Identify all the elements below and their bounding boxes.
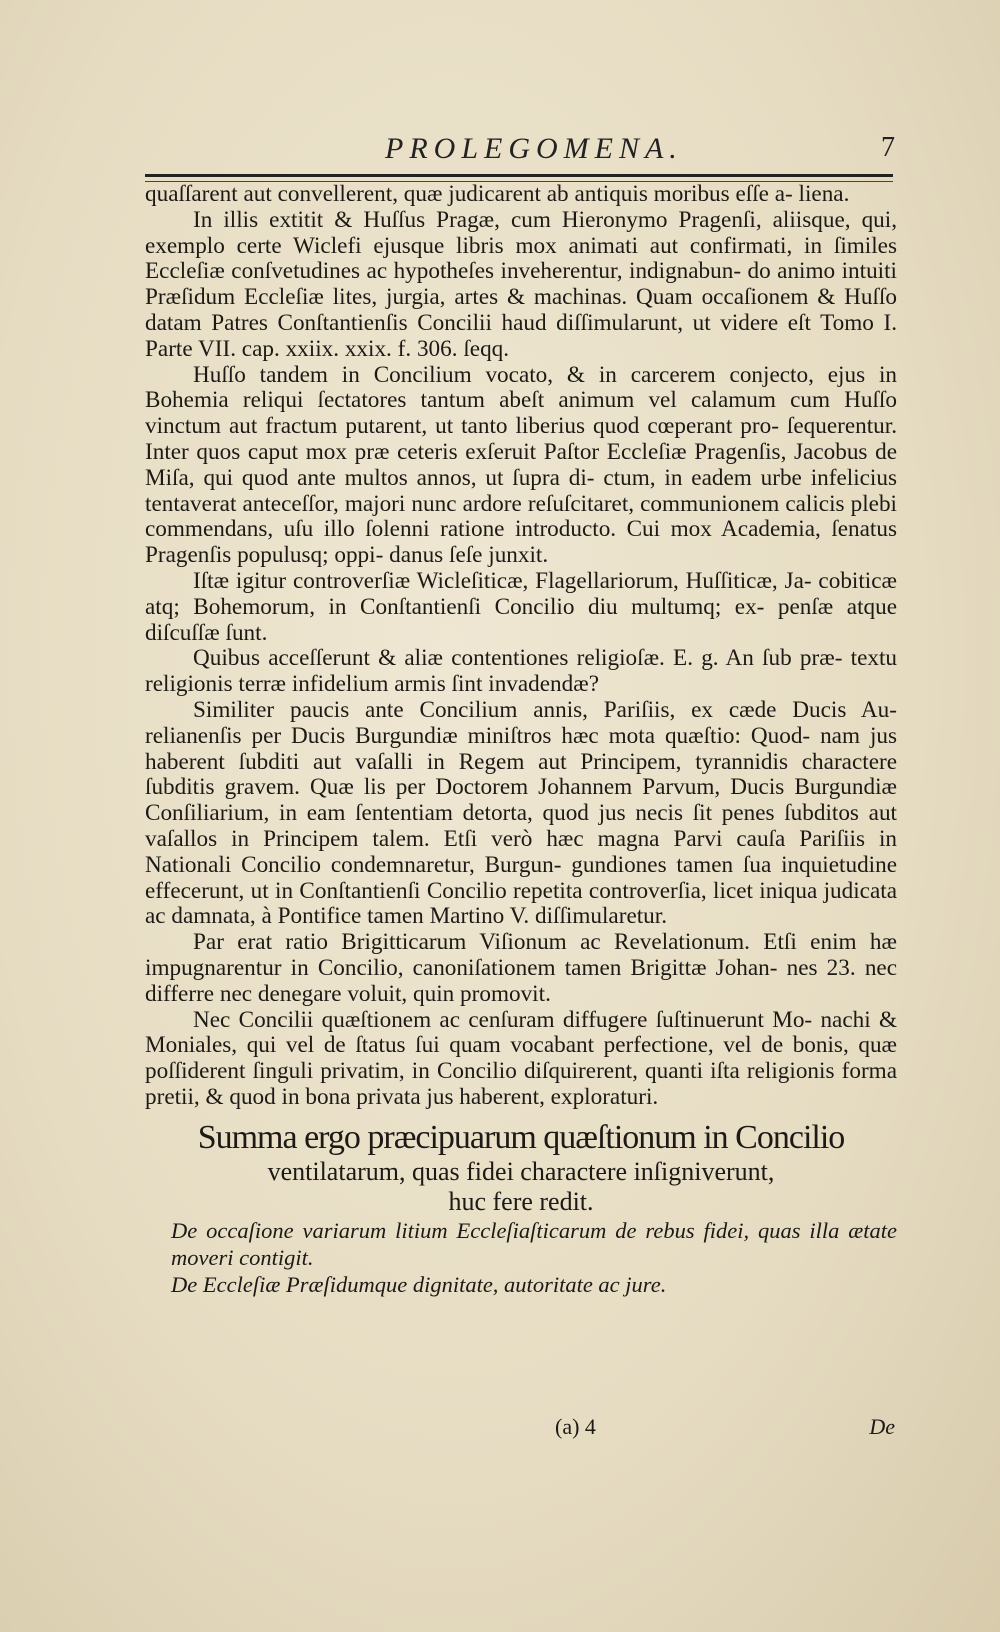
paragraph: Quibus acceſſerunt & aliæ contentiones religioſæ. E. g. An ſub præ- textu religionis terræ infidelium armis ſint invadendæ? <box>145 645 897 698</box>
section-heading <box>145 1119 897 1217</box>
paragraph: Similiter paucis ante Concilium annis, Pariſiis, ex cæde Ducis Au- relianenſis per Ducis Burgundiæ miniſtros hæc mota quæſtio: Quod- nam jus haberent ſubditi aut vaſalli in Regem aut Principem, tyrannidis charactere ſubditis gravem. Quæ lis per Doctorem Johannem Parvum, Ducis Burgundiæ Conſiliarium, in eam ſententiam detorta, quod jus necis ſit penes ſubditos aut vaſallos in Principem talem. Etſi verò hæc magna Parvi cauſa Pariſiis in Nationali Concilio condemnaretur, Burgun- gundiones tamen ſua inquietudine effecerunt, ut in Conſtantienſi Concilio repetita controverſia, licet iniqua judicata ac damnata, à Pontifice tamen Martino V. diſſimularetur. <box>145 696 897 930</box>
paragraph: Par erat ratio Brigitticarum Viſionum ac Revelationum. Etſi enim hæ impugnarentur in Concilio, canoniſationem tamen Brigittæ Johan- nes 23. nec differre nec denegare voluit, quin promovit. <box>145 929 897 1007</box>
body-text <box>145 182 897 1298</box>
signature-mark: (a) 4 <box>555 1414 596 1439</box>
paragraph: quaſſarent aut convellerent, quæ judicarent ab antiquis moribus eſſe a- liena. <box>145 181 850 207</box>
list-item: De occaſione variarum litium Eccleſiaſticarum de rebus fidei, quas illa ætate moveri contigit. <box>171 1217 897 1270</box>
paragraph: Nec Concilii quæſtionem ac cenſuram diffugere ſuſtinuerunt Mo- nachi & Moniales, qui vel de ſtatus ſui quam vocabant perfectione, vel de bonis, quæ poſſiderent ſinguli privatim, in Concilio diſquirerent, quanti iſta religionis forma pretii, & quod in bona privata jus haberent, exploraturi. <box>145 1006 897 1110</box>
heading-line: huc fere redit. <box>448 1186 594 1216</box>
page-number: 7 <box>881 132 895 163</box>
paragraph: Iſtæ igitur controverſiæ Wicleſiticæ, Flagellariorum, Huſſiticæ, Ja- cobiticæ atq; Bohemorum, in Conſtantienſi Concilio diu multumq; ex- penſæ atque diſcuſſæ ſunt. <box>145 567 897 646</box>
list-item: De Eccleſiæ Præſidumque dignitate, autoritate ac jure. <box>171 1271 667 1297</box>
running-head <box>145 132 895 172</box>
catchword: De <box>869 1414 895 1439</box>
paragraph: Huſſo tandem in Concilium vocato, & in carcerem conjecto, ejus in Bohemia reliqui ſectatores tantum abeſt animum vel calamum cum Huſſo vinctum aut fractum putarent, ut tanto liberius quod cœperant pro- ſequerentur. Inter quos caput mox præ ceteris exſeruit Paſtor Eccleſiæ Pragenſis, Jacobus de Miſa, qui quod ante multos annos, ut ſupra di- ctum, in eadem urbe infelicius tentaverat anteceſſor, majori nunc ardore reſuſcitaret, communionem calicis plebi commendans, uſu illo ſolenni ratione introducto. Cui mox Academia, ſenatus Pragenſis populusq; oppi- danus ſeſe junxit. <box>145 361 897 569</box>
running-title: PROLEGOMENA. <box>385 132 683 165</box>
heading-line: ventilatarum, quas fidei charactere inſigniverunt, <box>267 1156 775 1186</box>
paragraph: In illis extitit & Huſſus Pragæ, cum Hieronymo Pragenſi, aliisque, qui, exemplo certe Wiclefi ejusque libris mox animati aut confirmati, in ſimiles Eccleſiæ conſvetudines ac hypotheſes inveherentur, indignabun- do animo intuiti Præſidum Eccleſiæ lites, jurgia, artes & machinas. Quam occaſionem & Huſſo datam Patres Conſtantienſis Concilii haud diſſimularunt, ut videre eſt Tomo I. Parte VII. cap. xxiix. xxix. f. 306. ſeqq. <box>145 206 897 362</box>
heading-line: Summa ergo præcipuarum quæſtionum in Concilio <box>197 1118 845 1156</box>
